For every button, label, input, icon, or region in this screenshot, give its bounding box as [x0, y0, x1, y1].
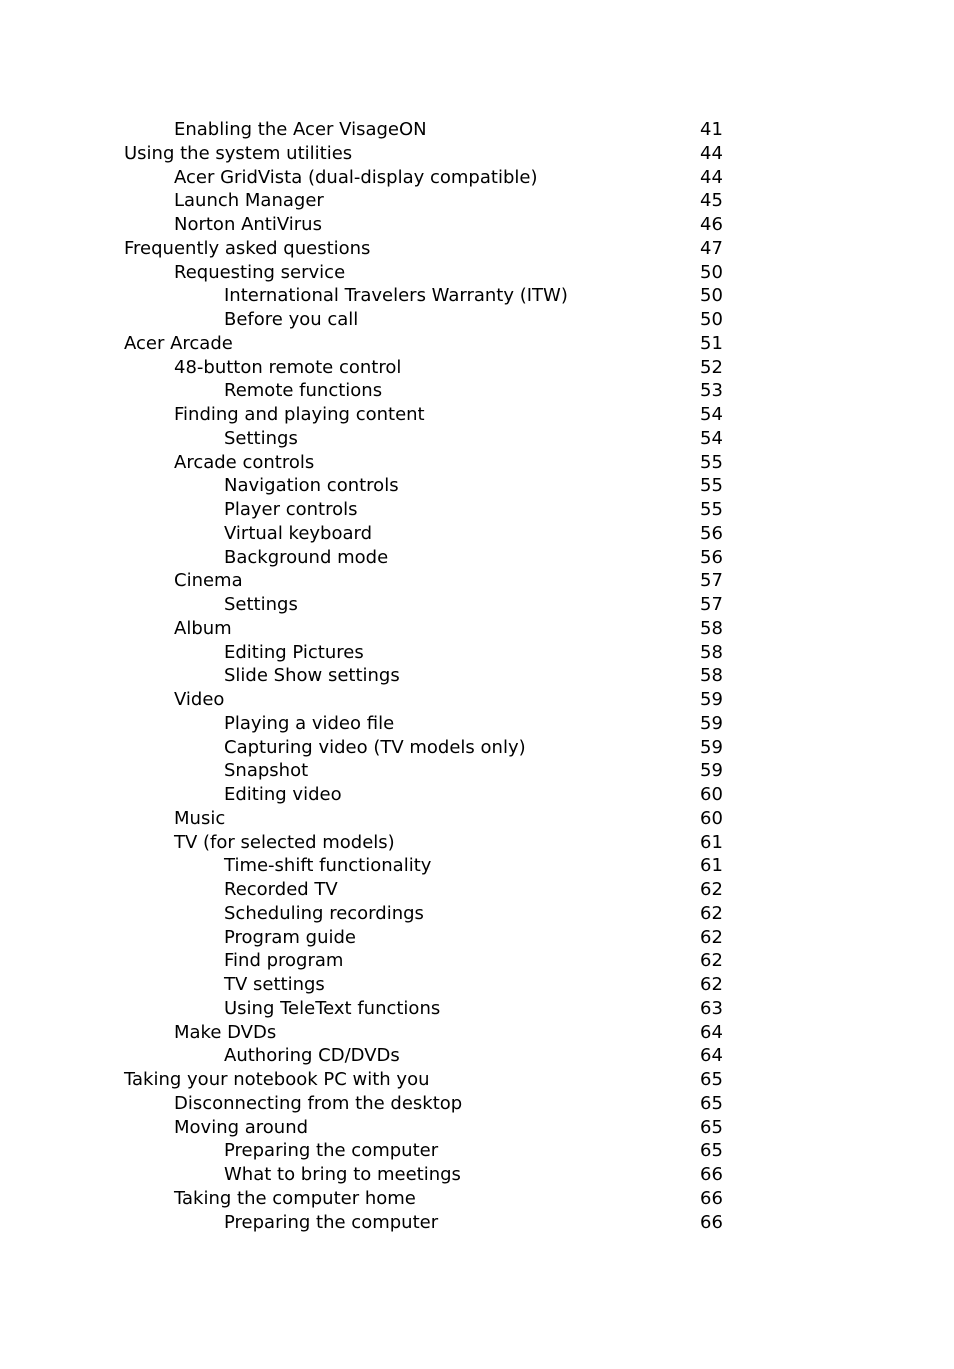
toc-entry-page-number: 47 [700, 237, 723, 259]
toc-entry[interactable] [0, 427, 954, 451]
toc-entry-page-number: 41 [700, 119, 723, 140]
toc-entry-title: Recorded TV [224, 879, 338, 900]
toc-entry-title: Acer GridVista (dual-display compatible) [174, 166, 538, 188]
toc-entry-page-number: 55 [700, 475, 723, 497]
toc-entry-page-number: 59 [700, 689, 723, 710]
toc-entry[interactable] [0, 166, 954, 190]
toc-entry-page-number: 53 [700, 380, 723, 402]
toc-entry-page-number: 46 [700, 214, 723, 235]
toc-entry-title: Preparing the computer [224, 1211, 439, 1233]
toc-entry[interactable] [0, 284, 954, 308]
toc-entry-page-number: 55 [700, 499, 723, 520]
toc-entry-page-number: 64 [700, 1021, 723, 1043]
toc-entry-title: Moving around [174, 1116, 309, 1138]
toc-entry-page-number: 44 [700, 166, 723, 188]
toc-entry[interactable] [0, 997, 954, 1021]
toc-entry-title: Launch Manager [174, 190, 324, 212]
toc-entry-page-number: 57 [700, 570, 723, 592]
toc-entry-page-number: 66 [700, 1164, 723, 1185]
toc-entry[interactable] [0, 237, 954, 261]
toc-entry[interactable] [0, 379, 954, 403]
toc-entry-page-number: 60 [700, 784, 723, 805]
toc-entry-page-number: 44 [700, 142, 723, 164]
toc-entry-title: Playing a video file [224, 712, 395, 734]
toc-entry[interactable] [0, 854, 954, 878]
toc-entry[interactable] [0, 1139, 954, 1163]
toc-entry-page-number: 62 [700, 879, 723, 900]
toc-entry-title: Cinema [174, 570, 243, 592]
toc-entry-page-number: 62 [700, 902, 723, 924]
toc-entry-page-number: 61 [700, 855, 723, 877]
toc-entry-title: What to bring to meetings [224, 1164, 461, 1185]
toc-entry-page-number: 56 [700, 522, 723, 544]
toc-entry-page-number: 58 [700, 641, 723, 663]
toc-entry-page-number: 54 [700, 404, 723, 425]
toc-entry[interactable] [0, 759, 954, 783]
toc-entry[interactable] [0, 1068, 954, 1092]
toc-entry[interactable] [0, 736, 954, 760]
toc-entry-title: Requesting service [174, 261, 346, 283]
toc-entry-page-number: 62 [700, 974, 723, 995]
toc-entry[interactable] [0, 261, 954, 285]
toc-entry-page-number: 57 [700, 594, 723, 615]
toc-entry[interactable] [0, 902, 954, 926]
toc-entry-title: Before you call [224, 309, 359, 330]
toc-entry[interactable] [0, 593, 954, 617]
toc-entry[interactable] [0, 189, 954, 213]
toc-entry[interactable] [0, 451, 954, 475]
toc-entry[interactable] [0, 1021, 954, 1045]
toc-entry-page-number: 65 [700, 1140, 723, 1162]
toc-entry[interactable] [0, 949, 954, 973]
toc-entry[interactable] [0, 213, 954, 237]
toc-entry-title: Authoring CD/DVDs [224, 1045, 400, 1067]
toc-entry-title: Snapshot [224, 760, 309, 782]
toc-entry[interactable] [0, 546, 954, 570]
toc-entry-page-number: 61 [700, 831, 723, 853]
toc-entry[interactable] [0, 1044, 954, 1068]
toc-entry[interactable] [0, 569, 954, 593]
toc-entry[interactable] [0, 308, 954, 332]
toc-entry-title: TV (for selected models) [174, 831, 395, 853]
toc-entry[interactable] [0, 332, 954, 356]
toc-entry[interactable] [0, 356, 954, 380]
toc-entry-page-number: 65 [700, 1116, 723, 1138]
table-of-contents [0, 118, 954, 1234]
toc-entry-title: Settings [224, 594, 298, 615]
toc-entry-page-number: 66 [700, 1211, 723, 1233]
toc-entry-title: Capturing video (TV models only) [224, 736, 526, 758]
toc-entry[interactable] [0, 474, 954, 498]
toc-entry-title: Disconnecting from the desktop [174, 1092, 463, 1114]
toc-entry-page-number: 58 [700, 665, 723, 687]
toc-entry[interactable] [0, 878, 954, 902]
toc-entry-page-number: 52 [700, 356, 723, 378]
toc-entry[interactable] [0, 926, 954, 950]
toc-entry-title: Arcade controls [174, 451, 315, 473]
toc-entry-title: Time-shift functionality [224, 855, 432, 877]
toc-entry-title: Music [174, 807, 226, 829]
toc-entry-title: Norton AntiVirus [174, 214, 322, 235]
toc-entry-page-number: 60 [700, 807, 723, 829]
toc-entry[interactable] [0, 498, 954, 522]
toc-entry-title: Using the system utilities [124, 142, 353, 164]
toc-entry-title: Acer Arcade [124, 332, 233, 354]
toc-entry-title: Make DVDs [174, 1021, 277, 1043]
toc-entry-title: Preparing the computer [224, 1140, 439, 1162]
toc-entry-page-number: 50 [700, 309, 723, 330]
toc-entry[interactable] [0, 807, 954, 831]
toc-entry[interactable] [0, 1187, 954, 1211]
toc-entry-page-number: 58 [700, 617, 723, 639]
toc-entry[interactable] [0, 641, 954, 665]
toc-entry-page-number: 55 [700, 451, 723, 473]
toc-entry-title: Navigation controls [224, 475, 399, 497]
toc-entry-page-number: 50 [700, 261, 723, 283]
toc-entry-page-number: 62 [700, 950, 723, 972]
toc-entry-title: Using TeleText functions [224, 997, 441, 1019]
toc-entry-page-number: 59 [700, 760, 723, 782]
toc-entry-title: Frequently asked questions [124, 237, 371, 259]
toc-entry-page-number: 45 [700, 190, 723, 212]
toc-entry-title: Scheduling recordings [224, 902, 424, 924]
toc-entry[interactable] [0, 403, 954, 427]
toc-entry[interactable] [0, 664, 954, 688]
toc-entry-title: Taking your notebook PC with you [124, 1069, 430, 1090]
toc-entry[interactable] [0, 1116, 954, 1140]
toc-entry-page-number: 62 [700, 926, 723, 948]
toc-entry[interactable] [0, 118, 954, 142]
toc-entry-title: Taking the computer home [174, 1187, 416, 1209]
toc-entry-title: Remote functions [224, 380, 383, 402]
toc-entry[interactable] [0, 783, 954, 807]
toc-entry[interactable] [0, 142, 954, 166]
toc-entry-title: Album [174, 617, 232, 639]
toc-entry[interactable] [0, 688, 954, 712]
toc-entry-title: Program guide [224, 926, 357, 948]
toc-entry[interactable] [0, 1092, 954, 1116]
toc-entry-title: TV settings [224, 974, 325, 995]
toc-entry-page-number: 65 [700, 1092, 723, 1114]
toc-entry-title: Slide Show settings [224, 665, 400, 687]
toc-entry-title: Editing video [224, 784, 342, 805]
toc-entry-page-number: 59 [700, 712, 723, 734]
toc-entry-title: 48-button remote control [174, 356, 402, 378]
toc-entry-page-number: 63 [700, 997, 723, 1019]
toc-entry-title: Virtual keyboard [224, 522, 373, 544]
toc-entry-title: Video [174, 689, 225, 710]
toc-entry-title: Player controls [224, 499, 358, 520]
toc-entry[interactable] [0, 1163, 954, 1187]
toc-entry-title: Settings [224, 427, 298, 449]
toc-entry-title: Finding and playing content [174, 404, 425, 425]
toc-entry[interactable] [0, 712, 954, 736]
toc-entry-page-number: 56 [700, 546, 723, 568]
toc-entry-page-number: 59 [700, 736, 723, 758]
toc-entry-title: Find program [224, 950, 344, 972]
toc-entry-title: Enabling the Acer VisageON [174, 119, 427, 140]
toc-entry-page-number: 54 [700, 427, 723, 449]
toc-entry[interactable] [0, 973, 954, 997]
toc-entry[interactable] [0, 522, 954, 546]
toc-entry-page-number: 65 [700, 1069, 723, 1090]
toc-entry-page-number: 66 [700, 1187, 723, 1209]
toc-entry-page-number: 51 [700, 332, 723, 354]
toc-entry[interactable] [0, 1211, 954, 1235]
toc-entry[interactable] [0, 831, 954, 855]
toc-entry-title: International Travelers Warranty (ITW) [224, 285, 568, 307]
toc-entry-title: Background mode [224, 546, 389, 568]
toc-entry-page-number: 64 [700, 1045, 723, 1067]
toc-entry-title: Editing Pictures [224, 641, 364, 663]
toc-entry-page-number: 50 [700, 285, 723, 307]
toc-entry[interactable] [0, 617, 954, 641]
